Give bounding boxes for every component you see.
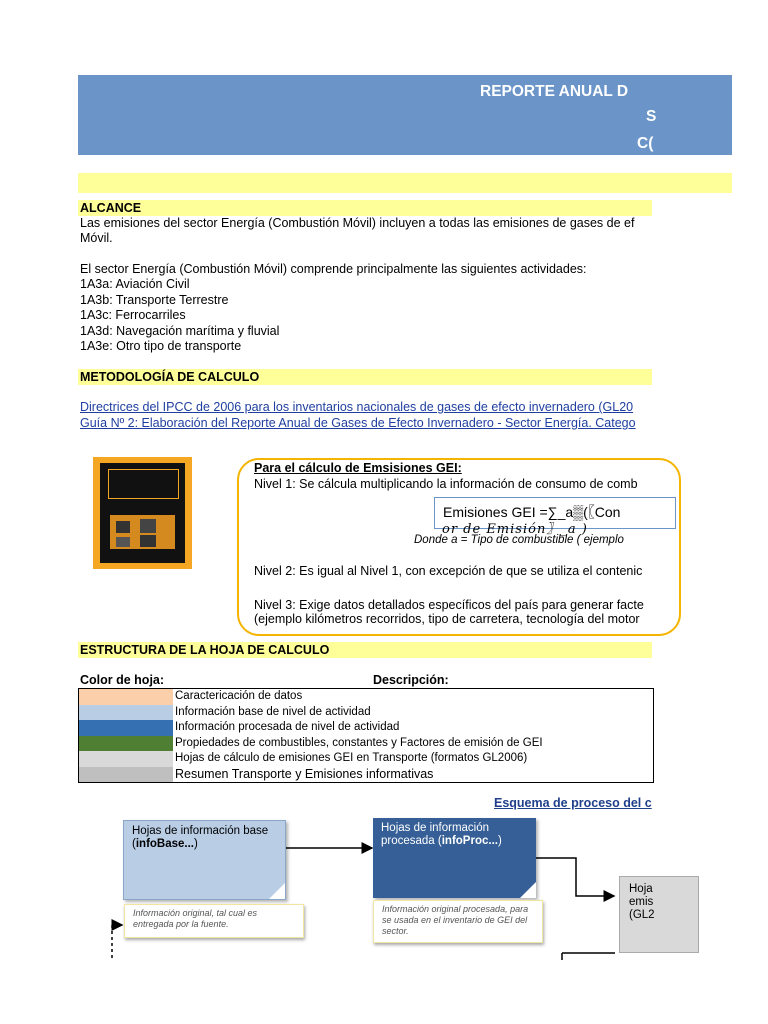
legend-label: Resumen Transporte y Emisiones informativas xyxy=(175,766,434,781)
formula-line2: or de Emisión〗_a ) xyxy=(442,522,588,537)
infoproc-label-line2: procesada (infoProc...) xyxy=(381,835,502,847)
nivel3-text-line2: (ejemplo kilómetros recorridos, tipo de carretera, tecnología del motor xyxy=(254,612,640,626)
sheet-color-legend xyxy=(78,688,654,783)
legend-description-header: Descripción: xyxy=(373,673,449,687)
nivel1-text: Nivel 1: Se cálcula multiplicando la información de consumo de comb xyxy=(254,477,638,491)
calc-sheet-label-line1: Hoja xyxy=(629,883,653,895)
section-estructura-heading: ESTRUCTURA DE LA HOJA DE CALCULO xyxy=(78,642,652,658)
ipcc-guidelines-link[interactable]: Directrices del IPCC de 2006 para los inventarios nacionales de gases de efecto invernadero (GL20 xyxy=(80,400,634,414)
guia-energia-link[interactable]: Guía Nº 2: Elaboración del Reporte Anual de Gases de Efecto Invernadero - Sector Energía. Catego xyxy=(80,416,636,430)
banner-subtitle-2: C( xyxy=(637,135,654,152)
activity-item: 1A3e: Otro tipo de transporte xyxy=(80,339,242,353)
calc-title: Para el cálculo de Emsisiones GEI: xyxy=(254,461,462,475)
activity-item: 1A3a: Aviación Civil xyxy=(80,277,190,291)
infobase-note: Información original, tal cual es entregada por la fuente. xyxy=(124,904,304,938)
legend-color-header: Color de hoja: xyxy=(80,673,165,687)
infoproc-sheet-box xyxy=(373,818,536,898)
legend-swatch xyxy=(79,751,173,767)
legend-label: Información procesada de nivel de actividad xyxy=(175,721,400,733)
page-fold-icon xyxy=(269,883,285,899)
legend-row xyxy=(79,720,653,736)
legend-swatch xyxy=(79,736,173,752)
infoproc-label-line1: Hojas de información xyxy=(381,822,490,834)
activity-item: 1A3c: Ferrocarriles xyxy=(80,308,186,322)
alcance-activities-intro: El sector Energía (Combustión Móvil) comprende principalmente las siguientes actividades: xyxy=(80,262,587,276)
donde-note: Donde a = Tipo de combustible ( ejemplo xyxy=(414,534,624,546)
legend-label: Caractericación de datos xyxy=(175,690,303,702)
calc-sheet-label-line2: emis xyxy=(629,896,654,908)
calculation-method-content xyxy=(232,459,652,634)
legend-row xyxy=(79,689,653,705)
legend-label: Información base de nivel de actividad xyxy=(175,705,371,718)
banner-subtitle: S xyxy=(646,108,657,125)
alcance-paragraph-line1: Las emisiones del sector Energía (Combustión Móvil) incluyen a todas las emisiones de gases de ef xyxy=(80,216,635,230)
calc-sheet-box-clip xyxy=(619,876,655,953)
infobase-label-line2: (infoBase...) xyxy=(132,838,198,850)
legend-row xyxy=(79,705,653,721)
formula-line1: Emisiones GEI =∑_a▒(〖Con xyxy=(443,504,621,520)
legend-row xyxy=(79,767,653,783)
page-fold-icon xyxy=(520,882,536,898)
calc-sheet-box xyxy=(619,876,699,953)
alcance-paragraph-line2: Móvil. xyxy=(80,231,113,245)
legend-swatch xyxy=(79,705,173,721)
legend-row xyxy=(79,751,653,767)
legend-swatch xyxy=(79,689,173,705)
legend-row xyxy=(79,736,653,752)
legend-label: Hojas de cálculo de emisiones GEI en Transporte (formatos GL2006) xyxy=(175,752,528,764)
section-alcance-heading: ALCANCE xyxy=(78,200,652,216)
activity-item: 1A3d: Navegación marítima y fluvial xyxy=(80,323,280,338)
nivel2-text: Nivel 2: Es igual al Nivel 1, con excepción de que se utiliza el contenic xyxy=(254,564,643,578)
infobase-label-line1: Hojas de información base xyxy=(132,825,269,837)
calc-sheet-label-line3: (GL2 xyxy=(629,909,655,921)
section-metodologia-heading: METODOLOGÍA DE CALCULO xyxy=(78,369,652,385)
infoproc-note: Información original procesada, para se usada en el inventario de GEI del sector. xyxy=(373,900,543,943)
ipcc-book-cover-image xyxy=(93,457,192,569)
banner-title: REPORTE ANUAL D xyxy=(480,83,629,100)
nivel3-text-line1: Nivel 3: Exige datos detallados específicos del país para generar facte xyxy=(254,598,644,612)
legend-label: Propiedades de combustibles, constantes y Factores de emisión de GEI xyxy=(175,736,543,749)
report-banner xyxy=(78,75,732,155)
process-scheme-title: Esquema de proceso del c xyxy=(494,796,652,810)
yellow-divider xyxy=(78,173,732,193)
activity-item: 1A3b: Transporte Terrestre xyxy=(80,292,229,307)
infobase-sheet-box xyxy=(123,820,286,900)
legend-swatch xyxy=(79,767,173,783)
legend-swatch xyxy=(79,720,173,736)
